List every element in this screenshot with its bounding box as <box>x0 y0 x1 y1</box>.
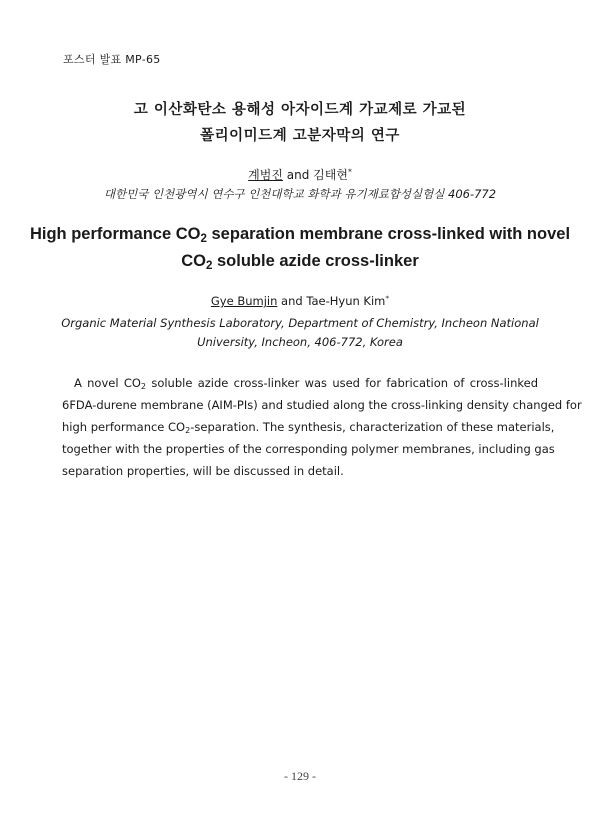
abstract-line-4: together with the properties of the corresponding polymer membranes, including gas <box>62 442 555 456</box>
korean-author-corresponding: 김태현 <box>313 168 348 182</box>
korean-author-presenter: 계범진 <box>248 168 283 182</box>
english-title-line-1: High performance $CO_2$ separation membrane cross-linked with novel <box>29 225 571 245</box>
english-affiliation-line-2: University, Incheon, 406-772, Korea <box>197 335 403 349</box>
abstract-line-3: high performance $CO_2$-separation. The synthesis, characterization of these materials, <box>62 420 555 435</box>
korean-author-joiner: and <box>286 168 310 182</box>
english-authors <box>0 294 600 308</box>
session-label: 포스터 발표 MP-65 <box>63 53 161 66</box>
korean-affiliation: 대한민국 인천광역시 연수구 인천대학교 화학과 유기재료합성실험실 406-772 <box>103 187 497 201</box>
page-number: - 129 - <box>284 769 316 783</box>
english-title-line-2: $CO_2$ soluble azide cross-linker <box>181 252 419 272</box>
korean-title-line-2: 폴리이미드계 고분자막의 연구 <box>200 128 400 144</box>
korean-authors <box>0 166 600 183</box>
korean-corresponding-mark: * <box>347 167 352 177</box>
english-affiliation-line-1: Organic Material Synthesis Laboratory, Department of Chemistry, Incheon National <box>61 316 539 330</box>
abstract-line-5: separation properties, will be discussed in detail. <box>62 464 344 478</box>
english-author-joiner: and <box>281 294 303 308</box>
abstract-line-2: 6FDA-durene membrane (AIM-PIs) and studied along the cross-linking density changed for <box>62 398 582 412</box>
english-author-presenter: Gye Bumjin <box>210 294 278 308</box>
abstract-line-1: A novel $CO_2$ soluble azide cross-linker was used for fabrication of cross-linked <box>74 376 538 391</box>
abstract <box>62 372 582 482</box>
english-corresponding-mark: * <box>385 293 390 303</box>
korean-title-line-1: 고 이산화탄소 용해성 아자이드계 가교제로 가교된 <box>133 102 467 118</box>
english-author-corresponding: Tae-Hyun Kim <box>306 294 386 308</box>
